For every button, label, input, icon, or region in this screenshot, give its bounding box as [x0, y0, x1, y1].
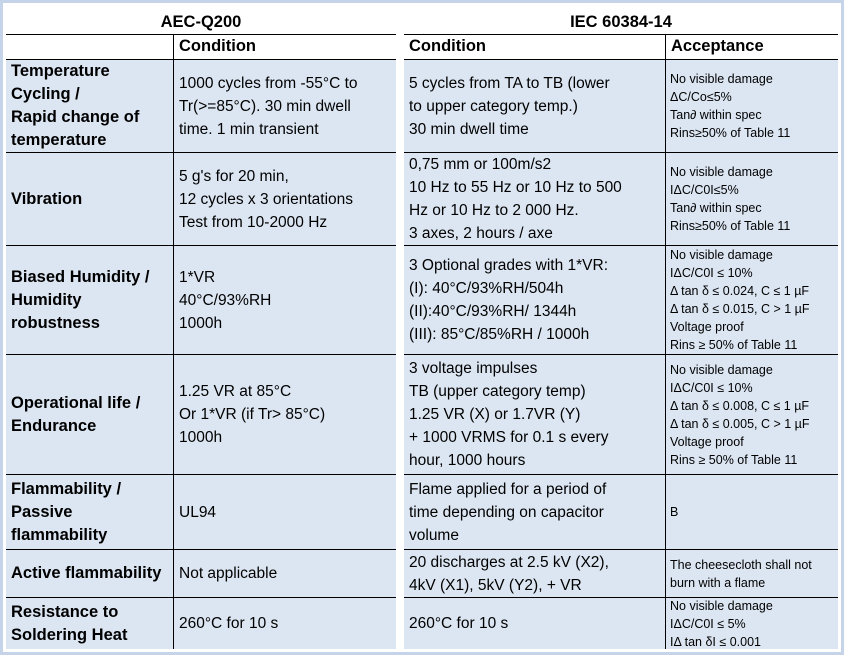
test-name-cell-line: Cycling / [11, 85, 80, 103]
aec-condition-cell-line: 1000h [179, 429, 223, 446]
aec-condition-cell-line: time. 1 min transient [179, 120, 319, 138]
iec-60384-14-table [404, 7, 838, 649]
iec-acceptance-cell-line: Δ tan δ ≤ 0.015, C > 1 µF [670, 302, 810, 316]
aec-condition-cell [174, 153, 396, 245]
iec-condition-cell-line: 3 axes, 2 hours / axe [409, 225, 553, 242]
iec-condition-cell [404, 246, 665, 354]
iec-acceptance-cell-line: The cheesecloth shall not [670, 557, 812, 572]
test-name-cell-line: Humidity [11, 290, 82, 309]
aec-condition-cell-line: Test from 10-2000 Hz [179, 213, 328, 231]
aec-title: AEC-Q200 [6, 7, 396, 34]
iec-acceptance-cell-line: IΔC/C0I≤5% [670, 183, 739, 197]
test-name-cell-line: Temperature [11, 62, 110, 80]
test-name-cell [6, 598, 173, 649]
iec-condition-cell [404, 475, 665, 549]
iec-acceptance-cell-line: Rins≥50% of Table 11 [670, 126, 791, 140]
iec-acceptance-cell-line: Rins ≥ 50% of Table 11 [670, 452, 798, 467]
aec-condition-cell-line: 1.25 VR at 85°C [179, 383, 292, 400]
iec-condition-cell-line: volume [409, 526, 459, 544]
test-name-cell-line: Resistance to [11, 602, 119, 621]
test-name-cell-line: Endurance [11, 416, 97, 435]
iec-condition-cell-line: 3 voltage impulses [409, 360, 538, 377]
test-name-cell-line: Passive [11, 502, 73, 521]
iec-acceptance-cell [666, 550, 838, 597]
iec-condition-cell-line: 30 min dwell time [409, 120, 529, 138]
iec-title: IEC 60384-14 [404, 7, 838, 34]
iec-acceptance-cell [666, 598, 838, 649]
aec-condition-header: Condition [174, 35, 396, 59]
iec-acceptance-cell-line: ΔC/Co≤5% [670, 90, 732, 104]
iec-condition-cell-line: Hz or 10 Hz to 2 000 Hz. [409, 202, 579, 219]
iec-acceptance-cell-line: Rins≥50% of Table 11 [670, 219, 791, 233]
iec-acceptance-cell-line: IΔC/C0I ≤ 10% [670, 380, 753, 395]
iec-condition-cell-line: (II):40°C/93%RH/ 1344h [409, 303, 577, 320]
iec-acceptance-cell-line: Tan∂ within spec [670, 108, 762, 122]
iec-acceptance-cell [666, 60, 838, 152]
test-name-cell-line: Active flammability [11, 564, 162, 582]
test-name-cell-line: Rapid change of [11, 108, 140, 126]
test-name-cell [6, 246, 173, 354]
iec-condition-cell-line: 3 Optional grades with 1*VR: [409, 257, 609, 274]
iec-acceptance-cell-line: Voltage proof [670, 320, 744, 334]
iec-acceptance-cell [666, 355, 838, 474]
aec-condition-cell [174, 550, 396, 597]
test-name-cell-line: Operational life / [11, 393, 141, 412]
iec-acceptance-cell-line: IΔ tan δI ≤ 0.001 [670, 634, 761, 649]
iec-acceptance-cell [666, 153, 838, 245]
iec-acceptance-header: Acceptance [666, 35, 838, 59]
iec-condition-cell [404, 355, 665, 474]
iec-acceptance-cell [666, 475, 838, 549]
aec-condition-cell-line: Not applicable [179, 565, 278, 582]
test-name-cell-line: Flammability / [11, 479, 122, 498]
iec-acceptance-cell-line: IΔC/C0I ≤ 5% [670, 616, 746, 631]
iec-acceptance-cell-line: Voltage proof [670, 434, 744, 449]
iec-condition-cell [404, 153, 665, 245]
test-name-cell [6, 550, 173, 597]
iec-condition-cell-line: 10 Hz to 55 Hz or 10 Hz to 500 [409, 179, 622, 196]
aec-condition-cell [174, 246, 396, 354]
aec-condition-cell-line: 260°C for 10 s [179, 615, 279, 632]
iec-condition-cell-line: TB (upper category temp) [409, 383, 586, 400]
iec-condition-cell [404, 550, 665, 597]
test-name-cell-line: temperature [11, 131, 107, 149]
test-name-cell [6, 153, 173, 245]
iec-acceptance-cell-line: No visible damage [670, 362, 773, 377]
iec-condition-cell-line: (I): 40°C/93%RH/504h [409, 280, 564, 297]
iec-condition-cell-line: to upper category temp.) [409, 97, 578, 115]
iec-acceptance-cell [666, 246, 838, 354]
test-name-cell-line: Soldering Heat [11, 625, 128, 644]
iec-acceptance-cell-line: Δ tan δ ≤ 0.024, C ≤ 1 µF [670, 284, 810, 298]
aec-condition-cell-line: 1000 cycles from -55°C to [179, 74, 358, 92]
iec-acceptance-cell-line: No visible damage [670, 72, 773, 86]
test-name-cell [6, 475, 173, 549]
iec-condition-cell-line: 4kV (X1), 5kV (Y2), + VR [409, 576, 582, 594]
iec-condition-cell-line: 5 cycles from TA to TB (lower [409, 74, 610, 92]
iec-condition-cell [404, 598, 665, 649]
test-name-cell-line: Vibration [11, 189, 83, 208]
aec-corner-blank [6, 35, 173, 59]
iec-acceptance-cell-line: Δ tan δ ≤ 0.005, C > 1 µF [670, 416, 810, 431]
test-name-cell-line: robustness [11, 313, 100, 332]
iec-acceptance-cell-line: No visible damage [670, 165, 773, 179]
iec-acceptance-cell-line: burn with a flame [670, 575, 766, 590]
iec-condition-cell-line: Flame applied for a period of [409, 480, 607, 498]
iec-condition-cell-line: + 1000 VRMS for 0.1 s every [409, 429, 609, 446]
aec-condition-cell-line: 1000h [179, 314, 223, 332]
iec-acceptance-cell-line: B [670, 505, 679, 519]
test-name-cell [6, 60, 173, 152]
iec-acceptance-cell-line: Tan∂ within spec [670, 201, 762, 215]
aec-condition-cell [174, 475, 396, 549]
aec-condition-cell [174, 598, 396, 649]
iec-condition-cell-line: 260°C for 10 s [409, 615, 509, 632]
iec-acceptance-cell-line: IΔC/C0I ≤ 10% [670, 266, 753, 280]
aec-q200-table [6, 7, 396, 649]
comparison-sheet [3, 3, 841, 652]
test-name-cell-line: Biased Humidity / [11, 267, 150, 286]
iec-condition-header: Condition [404, 35, 665, 59]
aec-condition-cell-line: 5 g's for 20 min, [179, 167, 289, 185]
iec-condition-cell-line: hour, 1000 hours [409, 452, 526, 469]
iec-condition-cell-line: 1.25 VR (X) or 1.7VR (Y) [409, 406, 581, 423]
iec-condition-cell-line: (III): 85°C/85%RH / 1000h [409, 326, 590, 343]
aec-condition-cell [174, 355, 396, 474]
test-name-cell [6, 355, 173, 474]
iec-condition-cell-line: time depending on capacitor [409, 503, 604, 521]
iec-condition-cell-line: 0,75 mm or 100m/s2 [409, 156, 552, 173]
aec-condition-cell-line: 12 cycles x 3 orientations [179, 190, 354, 208]
aec-condition-cell [174, 60, 396, 152]
iec-acceptance-cell-line: No visible damage [670, 598, 773, 613]
iec-condition-cell [404, 60, 665, 152]
aec-condition-cell-line: UL94 [179, 503, 217, 521]
iec-acceptance-cell-line: Rins ≥ 50% of Table 11 [670, 338, 798, 352]
iec-acceptance-cell-line: Δ tan δ ≤ 0.008, C ≤ 1 µF [670, 398, 810, 413]
aec-condition-cell-line: 1*VR [179, 268, 216, 286]
iec-acceptance-cell-line: No visible damage [670, 248, 773, 262]
aec-condition-cell-line: 40°C/93%RH [179, 291, 272, 309]
test-name-cell-line: flammability [11, 525, 108, 544]
aec-condition-cell-line: Or 1*VR (if Tr> 85°C) [179, 406, 326, 423]
aec-condition-cell-line: Tr(>=85°C). 30 min dwell [179, 97, 351, 115]
iec-condition-cell-line: 20 discharges at 2.5 kV (X2), [409, 553, 609, 571]
